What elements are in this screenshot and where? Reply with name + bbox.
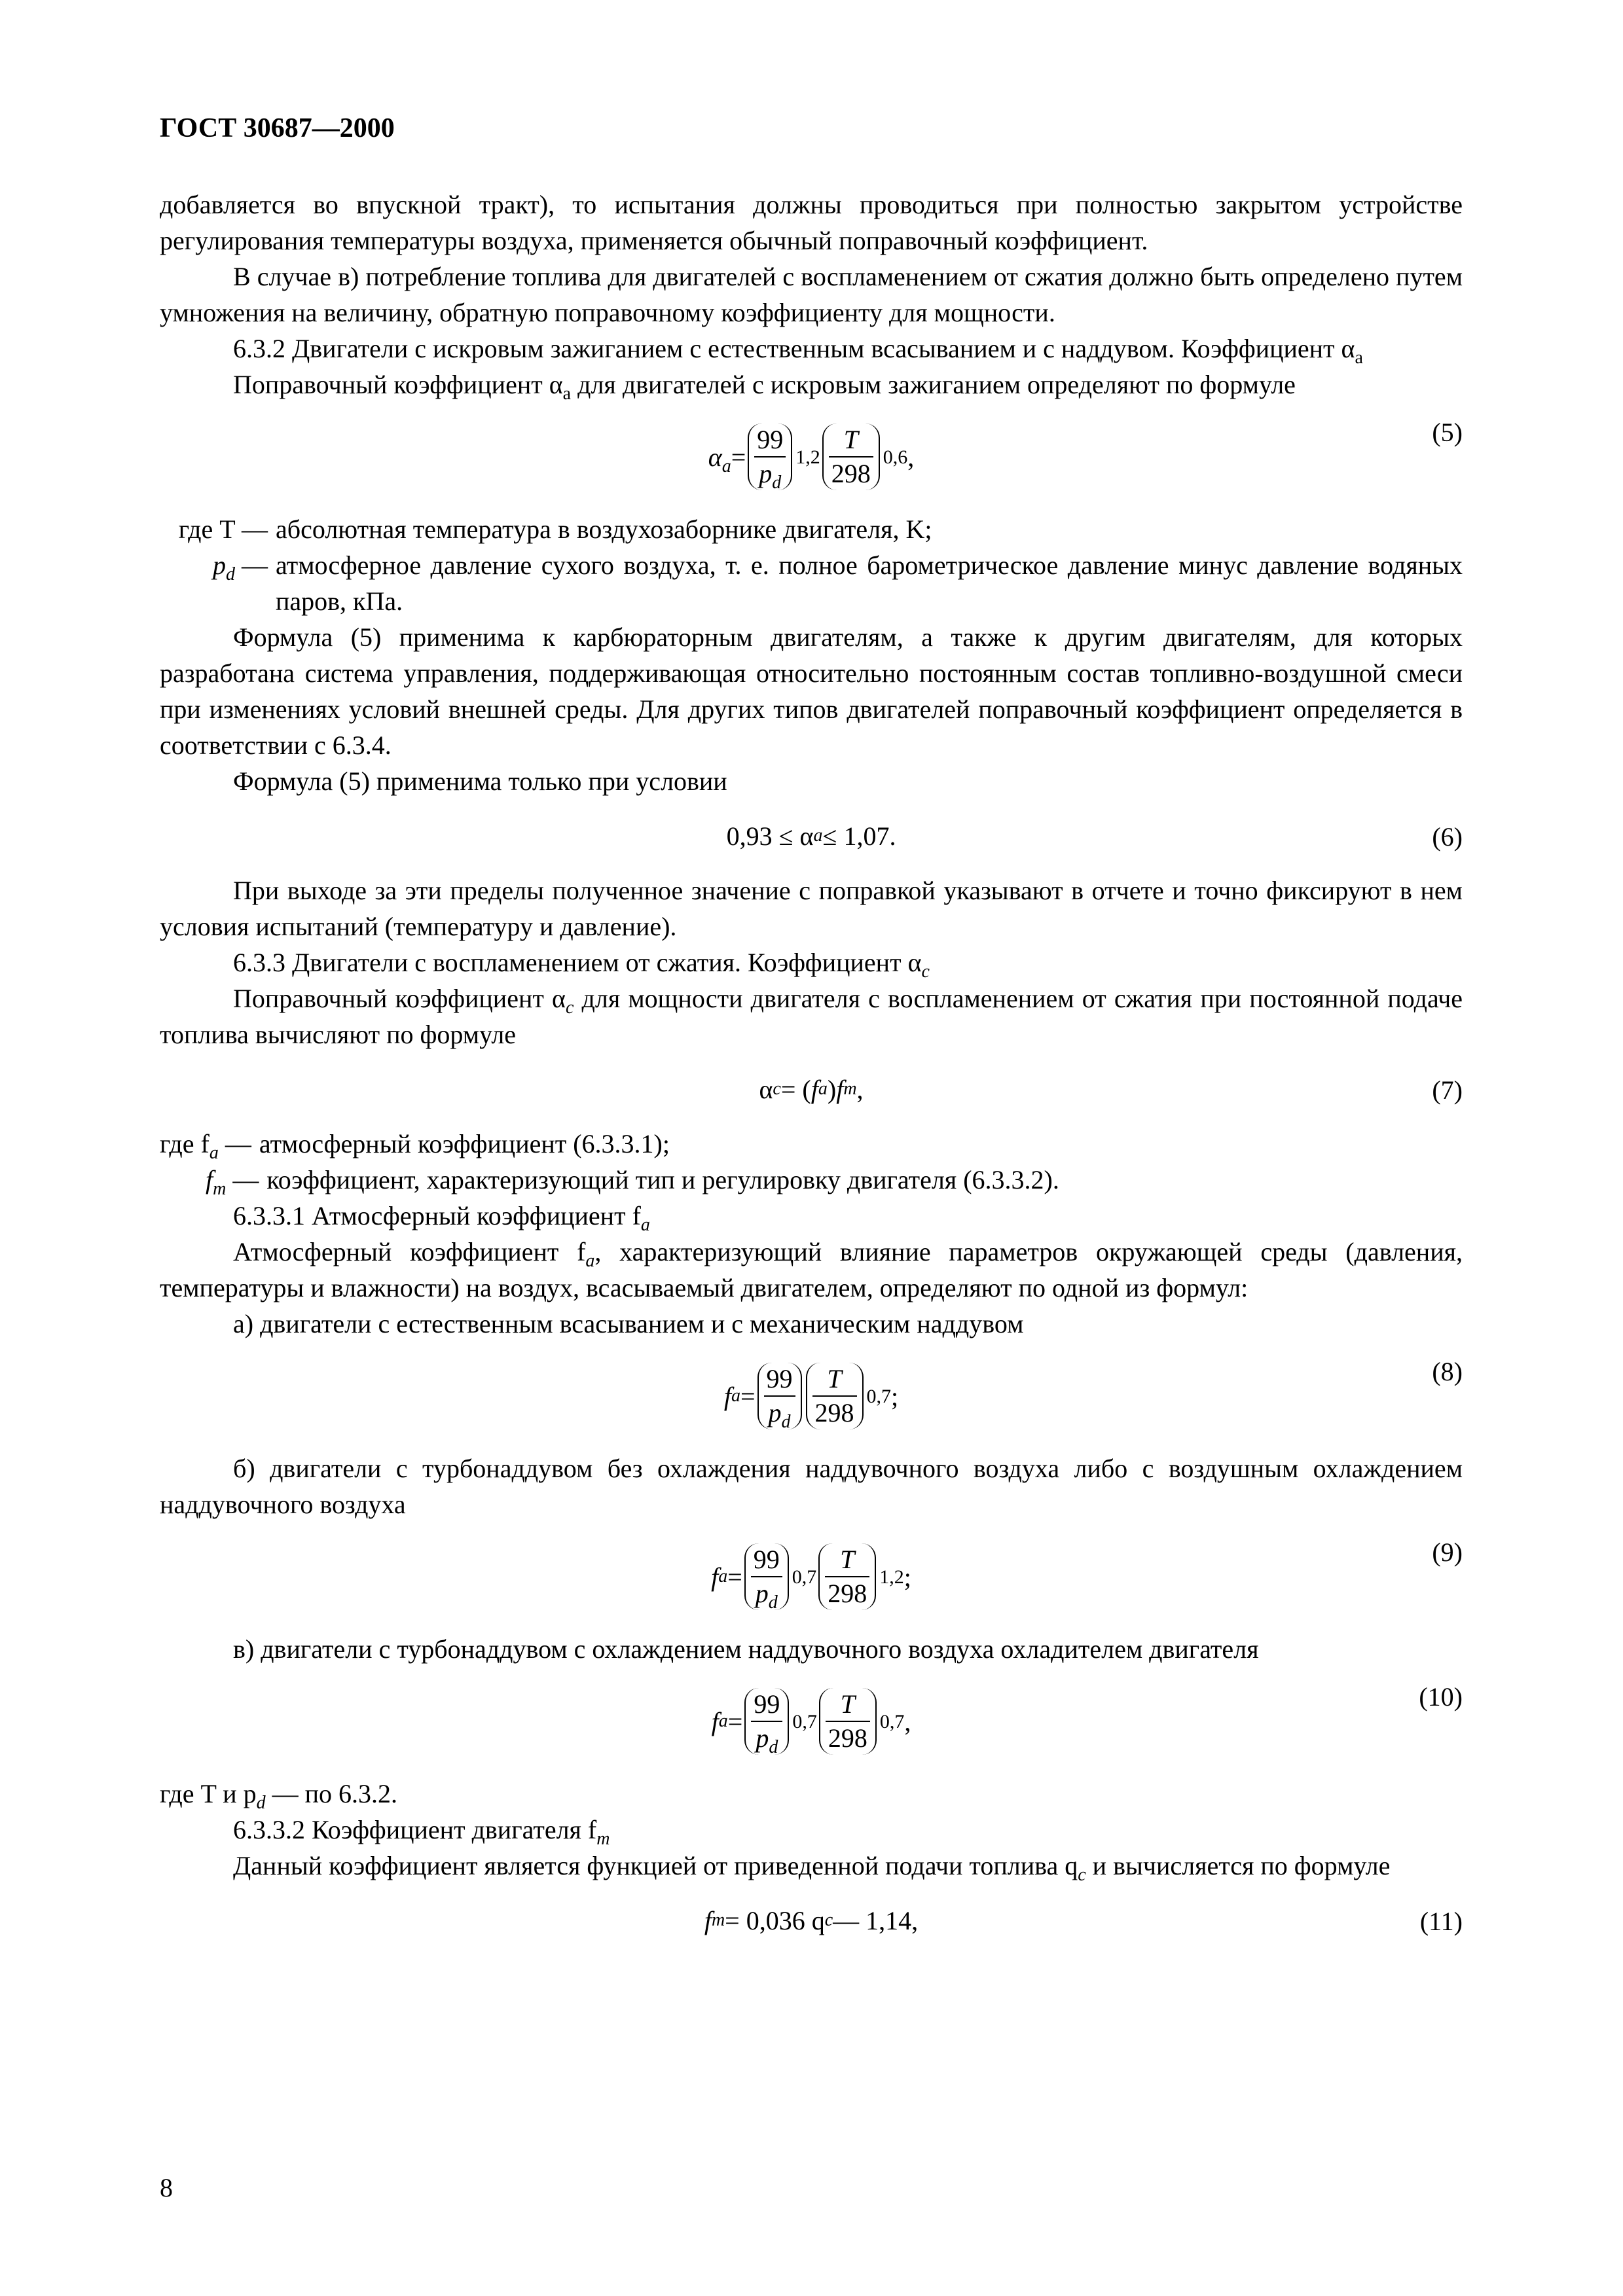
formula-6: 0,93 ≤ α a ≤ 1,07. (6) (160, 806, 1463, 866)
paragraph-engine-factor: Данный коэффициент является функцией от приведенной подачи топлива $q_c$ и вычисляется по формуле (233, 1851, 1391, 1885)
fraction-t-298: $\frac{T}{298}$ (819, 1688, 877, 1755)
list-item-v: в) двигатели с турбонаддувом с охлаждением наддувочного воздуха охладителем двигателя (233, 1634, 1259, 1664)
formula-5: $\alpha_a$ = $\frac{99}{p_d}$ 1,2 $\frac{T}{298}$ 0,6 , (5) (160, 408, 1463, 506)
section-6-3-3-1-heading: 6.3.3.1 Атмосферный коэффициент $f_a$ (233, 1201, 650, 1235)
paragraph-alpha-a-intro: Поправочный коэффициент $\alpha_a$ для двигателей с искровым зажиганием определяют по формуле (233, 370, 1296, 404)
formula-9: f a = $\frac{99}{p_d}$ 0,7 $\frac{T}{298}$ 1,2 ; (9) (160, 1528, 1463, 1626)
formula-number: (11) (1419, 1907, 1463, 1936)
list-item-a: а) двигатели с естественным всасыванием и с механическим наддувом (233, 1309, 1024, 1338)
where-block-10: где T и $p_d$ — по 6.3.2. (160, 1779, 398, 1813)
list-item-b: б) двигатели с турбонаддувом без охлаждения наддувочного воздуха либо с воздушным охлаждением наддувочного воздуха (160, 1454, 1463, 1519)
standard-header: ГОСТ 30687—2000 (160, 113, 395, 143)
fraction-99-pd: $\frac{99}{p_d}$ (757, 1363, 802, 1429)
document-body (160, 187, 1463, 1957)
formula-7: α c = ( f a ) f m , (7) (160, 1059, 1463, 1119)
page-number: 8 (160, 2173, 173, 2202)
fraction-t-298: $\frac{T}{298}$ (822, 423, 880, 490)
fraction-99-pd: $\frac{99}{p_d}$ (748, 423, 792, 490)
formula-11: f m = 0,036 q c — 1,14, (11) (160, 1890, 1463, 1950)
formula-number: (7) (1432, 1075, 1463, 1105)
section-6-3-2-heading: 6.3.2 Двигатели с искровым зажиганием с естественным всасыванием и с наддувом. Коэффициент $\alpha_a$ (233, 334, 1363, 368)
paragraph-limits: При выходе за эти пределы полученное значение с поправкой указывают в отчете и точно фиксируют в нем условия испытаний (температуру и давление). (160, 876, 1463, 941)
fraction-t-298: $\frac{T}{298}$ (806, 1363, 864, 1429)
section-6-3-3-2-heading: 6.3.3.2 Коэффициент двигателя $f_m$ (233, 1815, 610, 1849)
paragraph-alpha-c-intro: Поправочный коэффициент $\alpha_c$ для мощности двигателя с воспламенением от сжатия при постоянной подаче топлива вычисляют по формуле (160, 984, 1463, 1049)
formula-number: (5) (1432, 418, 1463, 447)
paragraph-condition: Формула (5) применима только при условии (233, 766, 727, 796)
paragraph-formula-5-applicability: Формула (5) применима к карбюраторным двигателям, а также к другим двигателям, для которых разработана система управления, поддерживающая относительно постоянным состав топливно-воздушной смеси при изменениях условий внешней среды. Для других типов двигателей поправочный коэффициент определяется в соответствии с 6.3.4. (160, 622, 1463, 760)
formula-number: (9) (1432, 1537, 1463, 1567)
formula-number: (6) (1432, 822, 1463, 852)
fraction-99-pd: $\frac{99}{p_d}$ (744, 1688, 789, 1755)
formula-number: (8) (1432, 1357, 1463, 1386)
paragraph-atmospheric-factor: Атмосферный коэффициент $f_a$, характеризующий влияние параметров окружающей среды (давления, температуры и влажности) на воздух, всасываемый двигателем, определяют по одной из формул: (160, 1237, 1463, 1302)
fraction-t-298: $\frac{T}{298}$ (818, 1543, 876, 1610)
formula-8: f a = $\frac{99}{p_d}$ $\frac{T}{298}$ 0,7 ; (8) (160, 1347, 1463, 1445)
formula-number: (10) (1419, 1682, 1463, 1712)
paragraph-case-v: В случае в) потребление топлива для двигателей с воспламенением от сжатия должно быть определено путем умножения на величину, обратную поправочному коэффициенту для мощности. (160, 262, 1463, 327)
formula-10: f a = $\frac{99}{p_d}$ 0,7 $\frac{T}{298}$ 0,7 , (10) (160, 1672, 1463, 1770)
where-block-5: где T — абсолютная температура в воздухозаборнике двигателя, K; $p_d$ — атмосферное давление сухого воздуха, т. е. полное барометрическое давление минус давление водяных паров, кПа. (178, 514, 1463, 616)
paragraph-continuation: добавляется во впускной тракт), то испытания должны проводиться при полностью закрытом устройстве регулирования температуры воздуха, применяется обычный поправочный коэффициент. (160, 190, 1463, 255)
fraction-99-pd: $\frac{99}{p_d}$ (744, 1543, 789, 1610)
section-6-3-3-heading: 6.3.3 Двигатели с воспламенением от сжатия. Коэффициент $\alpha_c$ (233, 948, 930, 982)
where-block-7: где $f_a$ — атмосферный коэффициент (6.3.3.1); $f_m$ — коэффициент, характеризующий тип и регулировку двигателя (6.3.3.2). (160, 1129, 1059, 1199)
